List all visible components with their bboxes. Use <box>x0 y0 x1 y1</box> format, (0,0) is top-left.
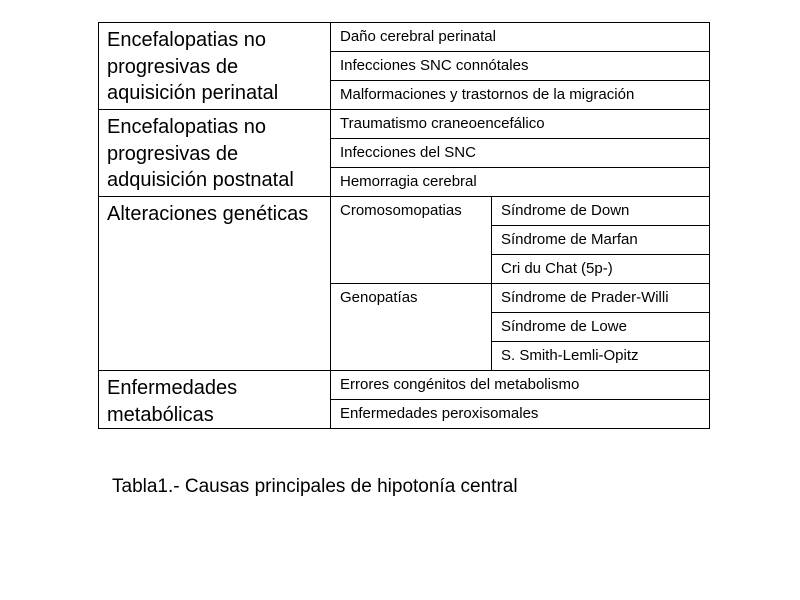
cause-item: Daño cerebral perinatal <box>331 23 710 52</box>
syndrome-item: S. Smith-Lemli-Opitz <box>492 342 710 371</box>
category-postnatal: Encefalopatias no progresivas de adquisición postnatal <box>99 110 331 197</box>
table-row <box>99 110 710 139</box>
table-row <box>99 23 710 52</box>
cause-item: Traumatismo craneoencefálico <box>331 110 710 139</box>
group-cromosomopatias: Cromosomopatias <box>331 197 492 284</box>
group-genopatias: Genopatías <box>331 284 492 371</box>
cause-item: Infecciones SNC connótales <box>331 52 710 81</box>
cause-item: Enfermedades peroxisomales <box>331 400 710 429</box>
cause-item: Infecciones del SNC <box>331 139 710 168</box>
syndrome-item: Síndrome de Down <box>492 197 710 226</box>
category-genetic: Alteraciones genéticas <box>99 197 331 371</box>
category-metabolic: Enfermedades metabólicas <box>99 371 331 429</box>
cause-item: Errores congénitos del metabolismo <box>331 371 710 400</box>
causes-table <box>98 22 710 429</box>
cause-item: Hemorragia cerebral <box>331 168 710 197</box>
table-row <box>99 371 710 400</box>
syndrome-item: Síndrome de Prader-Willi <box>492 284 710 313</box>
syndrome-item: Síndrome de Marfan <box>492 226 710 255</box>
table-caption: Tabla1.- Causas principales de hipotonía central <box>112 476 518 497</box>
syndrome-item: Cri du Chat (5p-) <box>492 255 710 284</box>
table-row <box>99 197 710 226</box>
category-perinatal: Encefalopatias no progresivas de aquisición perinatal <box>99 23 331 110</box>
cause-item: Malformaciones y trastornos de la migración <box>331 81 710 110</box>
syndrome-item: Síndrome de Lowe <box>492 313 710 342</box>
